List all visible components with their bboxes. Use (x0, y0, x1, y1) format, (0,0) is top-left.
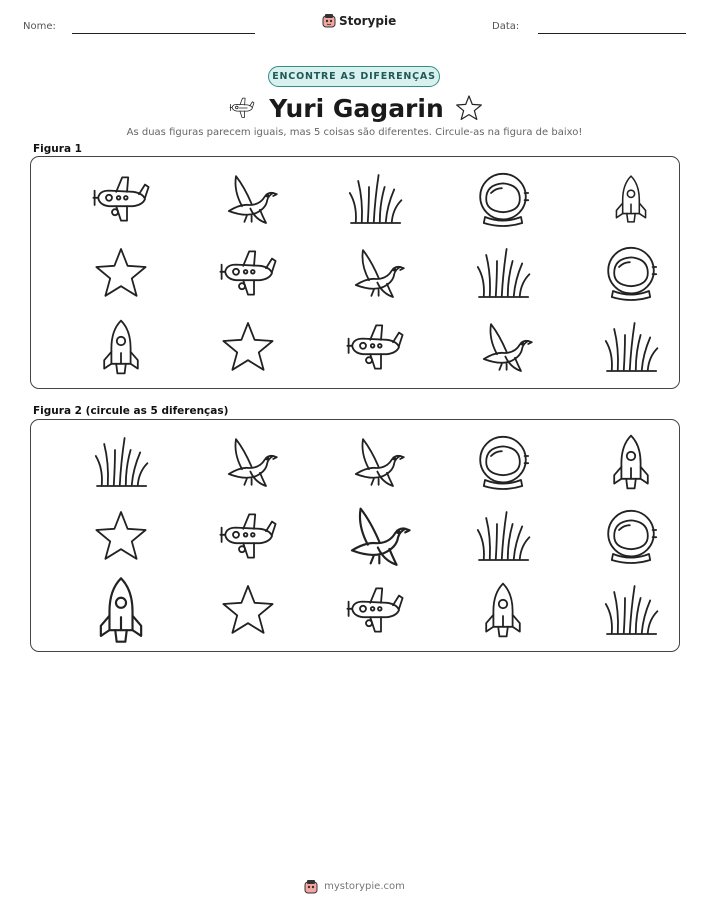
figure2-label: Figura 2 (circule as 5 diferenças) (33, 405, 229, 417)
airplane-icon-drawing (218, 243, 278, 303)
airplane-icon[interactable] (218, 243, 278, 303)
rocket-icon-drawing (601, 432, 661, 492)
grass-icon[interactable] (601, 580, 661, 640)
grass-icon-drawing (601, 580, 661, 640)
date-label: Data: (492, 21, 520, 32)
rocket-icon[interactable] (91, 317, 151, 377)
airplane-icon (225, 95, 259, 121)
figure2-panel (30, 419, 680, 652)
rocket-icon-drawing (91, 317, 151, 377)
grass-icon-drawing (601, 317, 661, 377)
bird-icon-drawing (345, 432, 405, 492)
figure1-label: Figura 1 (33, 143, 82, 155)
bird-icon[interactable] (218, 169, 278, 229)
star-icon-drawing (91, 243, 151, 303)
grass-icon-drawing (345, 169, 405, 229)
title-row (0, 90, 709, 126)
airplane-icon[interactable] (345, 580, 405, 640)
airplane-icon[interactable] (91, 169, 151, 229)
bird-icon[interactable] (345, 432, 405, 492)
bird-icon-drawing (218, 432, 278, 492)
helmet-icon[interactable] (473, 432, 533, 492)
rocket-icon[interactable] (605, 173, 657, 225)
airplane-icon-drawing (345, 580, 405, 640)
star-icon[interactable] (218, 317, 278, 377)
airplane-icon[interactable] (218, 506, 278, 566)
banner-pill: ENCONTRE AS DIFERENÇAS (268, 66, 440, 87)
bird-icon-drawing (218, 169, 278, 229)
bird-icon[interactable] (339, 500, 411, 572)
bird-icon[interactable] (218, 432, 278, 492)
airplane-icon-drawing (345, 317, 405, 377)
grass-icon-drawing (473, 243, 533, 303)
helmet-icon[interactable] (601, 243, 661, 303)
page-title: Yuri Gagarin (269, 93, 444, 123)
helmet-icon[interactable] (601, 506, 661, 566)
rocket-icon[interactable] (601, 432, 661, 492)
bird-icon[interactable] (345, 243, 405, 303)
bird-icon-drawing (473, 317, 533, 377)
helmet-icon-drawing (601, 243, 661, 303)
name-label: Nome: (23, 21, 56, 32)
helmet-icon-drawing (473, 432, 533, 492)
grass-icon-drawing (473, 506, 533, 566)
grass-icon[interactable] (473, 243, 533, 303)
star-icon-drawing (218, 317, 278, 377)
rocket-icon-drawing (605, 173, 657, 225)
instructions: As duas figuras parecem iguais, mas 5 coisas são diferentes. Circule-as na figura de baixo! (126, 127, 583, 138)
rocket-icon[interactable] (85, 574, 157, 646)
helmet-icon-drawing (601, 506, 661, 566)
grass-icon[interactable] (345, 169, 405, 229)
helmet-icon[interactable] (473, 169, 533, 229)
footer-url: mystorypie.com (324, 881, 405, 892)
mascot-icon (322, 13, 336, 28)
grass-icon[interactable] (473, 506, 533, 566)
name-line (72, 33, 255, 34)
rocket-icon-drawing (85, 574, 157, 646)
bird-icon-drawing (339, 500, 411, 572)
grass-icon-drawing (91, 432, 151, 492)
bird-icon[interactable] (473, 317, 533, 377)
airplane-icon-drawing (91, 169, 151, 229)
star-icon[interactable] (91, 506, 151, 566)
star-icon[interactable] (91, 243, 151, 303)
date-line (538, 33, 686, 34)
figure1-panel (30, 156, 680, 389)
brand-name: Storypie (339, 13, 397, 28)
rocket-icon-drawing (473, 580, 533, 640)
grass-icon[interactable] (601, 317, 661, 377)
star-icon[interactable] (218, 580, 278, 640)
star-icon-drawing (91, 506, 151, 566)
mascot-icon (304, 879, 318, 894)
star-icon (454, 93, 484, 123)
star-icon-drawing (218, 580, 278, 640)
bird-icon-drawing (345, 243, 405, 303)
worksheet-header (0, 0, 709, 50)
brand-logo (322, 13, 396, 28)
airplane-icon[interactable] (345, 317, 405, 377)
rocket-icon[interactable] (473, 580, 533, 640)
airplane-icon-drawing (218, 506, 278, 566)
helmet-icon-drawing (473, 169, 533, 229)
footer (0, 879, 709, 894)
grass-icon[interactable] (91, 432, 151, 492)
